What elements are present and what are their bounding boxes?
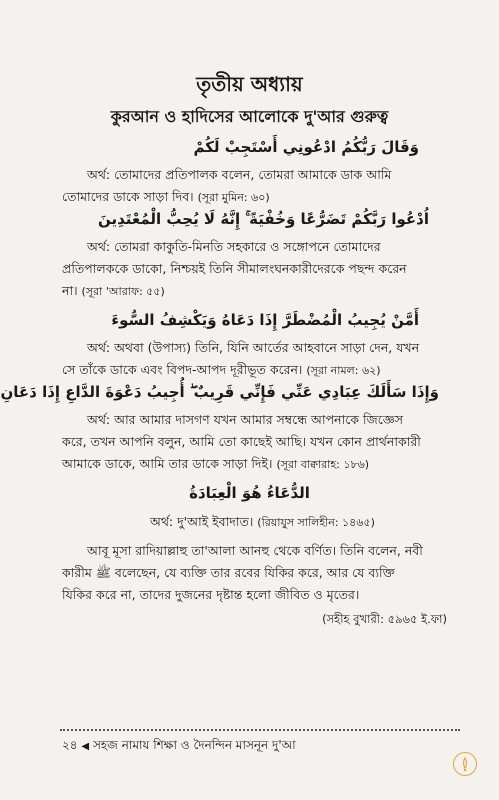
arabic-verse-2: اُدْعُوا رَبَّكُمْ تَضَرُّعًا وَخُفْيَةً ۚ إِنَّهُ لَا يُحِبُّ الْمُعْتَدِينَ [97, 210, 429, 228]
narration-reference: (সহীহ বুখারী: ৫৯৬৫ ই.ফা) [322, 612, 447, 626]
verse-4-meaning-line-2: করে, তখন আপনি বলুন, আমি তো কাছেই আছি। যখন কোন প্রার্থনাকারী [62, 434, 421, 449]
verse-3-meaning-line-2 [62, 359, 381, 382]
verse-4-reference: (সূরা বাক্বারাহ: ১৮৬) [276, 458, 370, 471]
book-title: সহজ নামায শিক্ষা ও দৈনন্দিন মাসনূন দু'আ [92, 738, 296, 752]
verse-1-reference: (সূরা মুমিন: ৬০) [197, 191, 270, 204]
chapter-subtitle: কুরআন ও হাদিসের আলোকে দু'আর গুরুত্ব [110, 107, 389, 126]
verse-3-reference: (সূরা নামল: ৬২) [306, 364, 381, 377]
verse-2-meaning-line-2: প্রতিপালককে ডাকো, নিশ্চয়ই তিনি সীমালংঘনকারীদেরকে পছন্দ করেন [62, 261, 407, 276]
verse-2-meaning-line-1: অর্থ: তোমরা কাকুতি-মিনতি সহকারে ও সঙ্গোপনে তোমাদের [87, 239, 381, 254]
narration-line-2: কারীম ﷺ বলেছেন, যে ব্যক্তি তার রবের যিকির করে, আর যে ব্যক্তি [62, 565, 395, 580]
verse-1-meaning-line-2 [62, 186, 270, 209]
hand-seal-icon [453, 752, 477, 776]
chapter-title: তৃতীয় অধ্যায় [196, 72, 303, 96]
verse-4-meaning-line-1: অর্থ: আর আমার দাসগণ যখন আমার সম্বন্ধে আপনাকে জিজ্ঞেস [87, 412, 403, 427]
verse-3-meaning-line-1: অর্থ: অথবা (উপাস্য) তিনি, যিনি আর্তের আহবানে সাড়া দেন, যখন [87, 340, 420, 355]
hadith-meaning: অর্থ: দু'আই ইবাদাত। [150, 514, 254, 529]
verse-1-meaning-line-1: অর্থ: তোমাদের প্রতিপালক বলেন, তোমরা আমাকে ডাক আমি [87, 167, 392, 182]
page-number: ২৪ [62, 738, 78, 752]
page-footer [62, 737, 296, 757]
hadith-reference: (রিয়াযুস সালিহীন: ১৪৬৫) [257, 516, 375, 529]
footer-marker-icon: ◀ [81, 741, 90, 752]
arabic-verse-1: وَقَالَ رَبُّكُمُ ادْعُونِي أَسْتَجِبْ لَكُمْ [193, 138, 419, 156]
arabic-verse-3: أَمَّنْ يُجِيبُ الْمُضْطَرَّ إِذَا دَعَاهُ وَيَكْشِفُ السُّوءَ [111, 311, 419, 329]
verse-2-meaning-text: না। [62, 283, 78, 298]
verse-2-meaning-line-3 [62, 280, 165, 303]
verse-4-meaning-line-3 [62, 453, 369, 476]
verse-2-reference: (সূরা 'আরাফ: ৫৫) [81, 285, 165, 298]
hadith-arabic: الدُّعَاءُ هُوَ الْعِبَادَةُ [189, 484, 310, 502]
verse-4-meaning-text: আমাকে ডাকে, আমি তার ডাকে সাড়া দিই। [62, 456, 273, 471]
narration-line-1: আবূ মূসা রাদিয়াল্লাহু তা'আলা আনহু থেকে বর্ণিত। তিনি বলেন, নবী [87, 543, 423, 558]
hadith-meaning-line [150, 511, 375, 534]
footer-divider [60, 729, 460, 731]
verse-1-meaning-text: তোমাদের ডাকে সাড়া দিব। [62, 189, 194, 204]
verse-3-meaning-text: সে তাঁকে ডাকে এবং বিপদ-আপদ দূরীভূত করেন। [62, 362, 303, 377]
narration-line-3: যিকির করে না, তাদের দুজনের দৃষ্টান্ত হলো জীবিত ও মৃতের। [62, 587, 360, 602]
arabic-verse-4: وَإِذَا سَأَلَكَ عِبَادِي عَنِّي فَإِنِّي قَرِيبٌ ۖ أُجِيبُ دَعْوَةَ الدَّاعِ إِذَا دَعَانِ [0, 383, 439, 401]
